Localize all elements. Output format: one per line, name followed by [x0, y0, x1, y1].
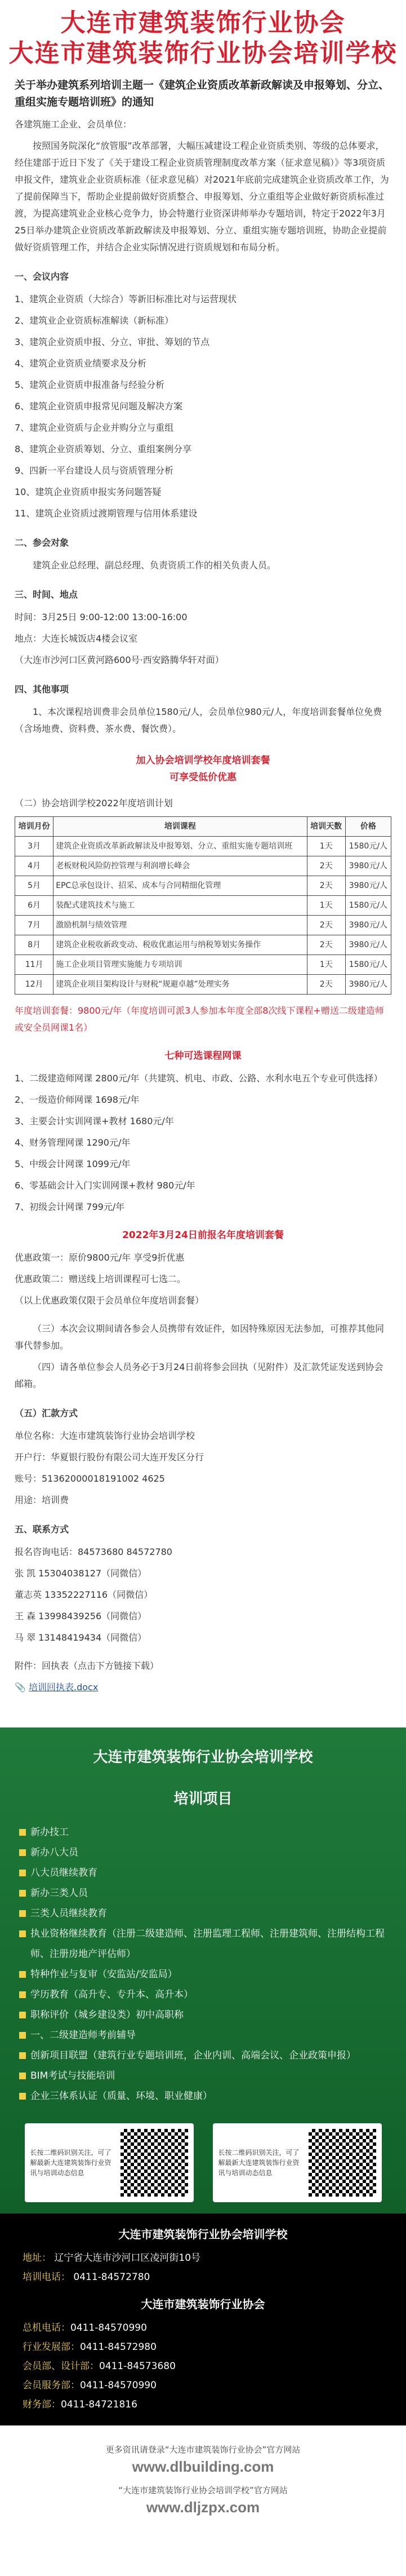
training-item-text: 新办技工 — [30, 1827, 69, 1838]
contact-row-label: 会员服务部： — [23, 2380, 80, 2391]
bullet-square-icon — [19, 1910, 26, 1917]
bank-name: 单位名称：大连市建筑装饰行业协会培训学校 — [15, 1430, 195, 1441]
early-item: 优惠政策二：赠送线上培训课程可七选二。 — [15, 1274, 186, 1284]
table-caption: （二）协会培训学校2022年度培训计划 — [15, 798, 173, 808]
training-item-text: 创新项目联盟（建筑行业专题培训班，企业内训、高端会议、企业政策申报） — [30, 2050, 356, 2061]
table-cell: 激励机制与绩效管理 — [53, 916, 307, 935]
header — [0, 0, 406, 72]
training-title2: 培训项目 — [173, 1790, 233, 1807]
address-row — [23, 2248, 383, 2268]
training-item — [19, 1985, 387, 2005]
section1-title: 一、会议内容 — [15, 271, 69, 282]
table-cell: 1580元/人 — [345, 896, 391, 916]
training-item — [19, 1903, 387, 1924]
training-title1: 大连市建筑装饰行业协会培训学校 — [93, 1748, 313, 1765]
table-cell: 施工企业项目管理实施能力专项培训 — [53, 955, 307, 975]
table-cell: 建筑企业资质改革新政解读及申报筹划、分立、重组实施专题培训班 — [53, 837, 307, 856]
attach-text: 附件：回执表（点击下方链接下载） — [15, 1660, 159, 1671]
title-line1: 大连市建筑装饰行业协会 — [60, 9, 346, 37]
section4-title: 四、其他事项 — [15, 684, 69, 695]
early-list — [15, 1249, 391, 1288]
training-item-text: 新办三类人员 — [30, 1888, 88, 1899]
bullet-square-icon — [19, 2052, 26, 2059]
section2-title: 二、参会对象 — [15, 537, 69, 548]
table-row — [15, 837, 391, 856]
contact-list — [15, 1544, 391, 1646]
bullet-square-icon — [19, 2073, 26, 2079]
contact-row-label: 行业发展部： — [23, 2341, 80, 2353]
training-item — [19, 1924, 387, 1964]
training-item — [19, 1822, 387, 1842]
training-item-text: 执业资格继续教育（注册二级建造师、注册监理工程师、注册建筑师、注册结构工程师、注册房地产评估师） — [30, 1928, 385, 1960]
topic-item: 8、建筑企业资质筹划、分立、重组案例分享 — [15, 444, 192, 454]
contact-row-label: 财务部： — [23, 2399, 61, 2410]
doc-icon: 📎 — [15, 1682, 26, 1693]
training-item — [19, 2005, 387, 2025]
topic-item: 5、建筑企业资质申报准备与经验分析 — [15, 379, 165, 390]
table-cell: 1天 — [307, 896, 345, 916]
address-label: 地址： — [23, 2252, 51, 2264]
table-header: 培训天数 — [307, 817, 345, 837]
table-cell: 12月 — [15, 975, 53, 995]
training-item — [19, 2086, 387, 2106]
notice-body — [0, 116, 406, 1696]
topic-item: 7、建筑企业资质与企业并购分立与重组 — [15, 422, 174, 433]
table-row — [15, 935, 391, 955]
bullet-square-icon — [19, 2093, 26, 2100]
section5-title: 五、联系方式 — [15, 1524, 69, 1535]
table-cell: 8月 — [15, 935, 53, 955]
topic-item: 3、建筑企业资质申报、分立、审批、筹划的节点 — [15, 337, 210, 347]
topic-item: 1、建筑企业资质（大综合）等新旧标准比对与运营现状 — [15, 294, 237, 304]
address-value: 辽宁省大连市沙河口区凌河街10号 — [54, 2252, 201, 2264]
online-course-item: 7、初级会计网课 799元/年 — [15, 1201, 125, 1212]
early-item: 优惠政策一：原价9800元/年 享受9折优惠 — [15, 1252, 185, 1263]
bullet-square-icon — [19, 1890, 26, 1897]
section3-title: 三、时间、地点 — [15, 589, 78, 600]
table-cell: 1580元/人 — [345, 955, 391, 975]
seven-title: 七种可选课程网课 — [164, 1050, 242, 1062]
training-item — [19, 2066, 387, 2086]
contact-row — [23, 2395, 383, 2414]
contact-item: 报名咨询电话：84573680 84572780 — [15, 1547, 172, 1557]
online-course-item: 5、中级会计网课 1099元/年 — [15, 1159, 131, 1169]
training-item-text: 新办八大员 — [30, 1847, 78, 1858]
table-cell: 11月 — [15, 955, 53, 975]
bullet-square-icon — [19, 1971, 26, 1978]
topic-item: 9、四新一平台建设人员与资质管理分析 — [15, 465, 174, 476]
training-item-text: 特种作业与复审（安监站/安监局） — [30, 1969, 177, 1980]
contact-rows — [23, 2318, 383, 2414]
table-cell: 1580元/人 — [345, 837, 391, 856]
bullet-square-icon — [19, 1991, 26, 1998]
qr-code-icon[interactable] — [121, 2129, 188, 2197]
table-cell: 5月 — [15, 876, 53, 896]
contact-row-label: 总机电话： — [23, 2322, 70, 2334]
online-course-item: 4、财务管理网课 1290元/年 — [15, 1137, 131, 1148]
table-cell: 3980元/人 — [345, 876, 391, 896]
online-course-item: 1、二级建造师网课 2800元/年（共建筑、机电、市政、公路、水利水电五个专业可供选择） — [15, 1073, 383, 1084]
footer-site2[interactable]: www.dljzpx.com — [146, 2499, 260, 2516]
greeting: 各建筑施工企业、会员单位： — [15, 119, 132, 130]
table-row — [15, 955, 391, 975]
table-cell: 2天 — [307, 975, 345, 995]
reg1: （三）本次会议期间请各参会人员携带有效证件，如因特殊原因无法参加，可推荐其他同事代替参加。 — [15, 1323, 385, 1351]
training-item — [19, 1863, 387, 1883]
package-title: 加入协会培训学校年度培训套餐 — [136, 755, 270, 766]
note-all: （以上优惠政策仅限于会员单位年度培训套餐） — [15, 1295, 204, 1306]
topic-list — [15, 291, 391, 522]
topic-item: 2、建筑业企业资质标准解读（新标准） — [15, 315, 174, 326]
table-cell: 4月 — [15, 856, 53, 876]
contact-row-value: 0411-84573680 — [99, 2361, 176, 2372]
package-sub: 可享受低价优惠 — [169, 772, 237, 783]
reg2: （四）请各单位参会人员务必于3月24日前将参会回执（见附件）及汇款凭证发送到协会邮箱。 — [15, 1362, 383, 1389]
online-course-item: 2、一级造价师网课 1698元/年 — [15, 1094, 140, 1105]
topic-item: 4、建筑企业资质业绩要求及分析 — [15, 358, 147, 369]
qr-box-left — [25, 2123, 194, 2202]
table-cell: 建筑企业项目架构设计与财税“规避卓越”处理实务 — [53, 975, 307, 995]
table-cell: 3980元/人 — [345, 916, 391, 935]
contact-row-value: 0411-84721816 — [61, 2399, 137, 2410]
qr-code-icon[interactable] — [309, 2129, 376, 2197]
table-cell: 建筑企业税收新政变动、税收优惠运用与纳税筹划实务操作 — [53, 935, 307, 955]
training-item-text: 学历教育（高升专、专升本、高升本） — [30, 1989, 193, 2000]
training-item-text: 三类人员继续教育 — [30, 1908, 107, 1919]
contact-row-value: 0411-84570990 — [70, 2322, 147, 2334]
training-item — [19, 1842, 387, 1863]
bank-open: 开户行：华夏银行股份有限公司大连开发区分行 — [15, 1452, 204, 1462]
table-cell: 装配式建筑技术与施工 — [53, 896, 307, 916]
notice-subtitle: 关于举办建筑系列培训主题一《建筑企业资质改革新政解读及申报筹划、分立、重组实施专题培训班》的通知 — [15, 79, 390, 108]
addr-text: （大连市沙河口区黄河路600号·西安路腾华轩对面） — [15, 655, 224, 665]
topic-item: 10、建筑企业资质申报实务问题答疑 — [15, 487, 162, 497]
phone-label: 培训电话： — [23, 2272, 70, 2283]
table-cell: 2天 — [307, 935, 345, 955]
online-course-item: 6、零基础会计入门实训网课+教材 980元/年 — [15, 1180, 195, 1191]
footer — [0, 2425, 406, 2540]
contact-item: 张 凯 15304038127（同微信） — [15, 1568, 147, 1579]
table-row — [15, 856, 391, 876]
contact-row — [23, 2376, 383, 2395]
contact-row — [23, 2338, 383, 2357]
footer-site1[interactable]: www.dlbuilding.com — [132, 2458, 274, 2475]
table-cell: EPC总承包设计、招采、成本与合同精细化管理 — [53, 876, 307, 896]
contact-row-value: 0411-84570990 — [80, 2380, 157, 2391]
table-cell: 7月 — [15, 916, 53, 935]
table-row — [15, 975, 391, 995]
qr-caption-right: 长按二维码识别关注，可了解最新大连建筑装饰行业资讯与培训动态信息 — [218, 2149, 300, 2177]
bank-acct: 账号：51362000018191002 4625 — [15, 1473, 165, 1484]
contact-item: 王 森 13998439256（同微信） — [15, 1611, 147, 1621]
table-cell: 1天 — [307, 837, 345, 856]
fee-text: 1、本次课程培训费非会员单位1580元/人，会员单位980元/人，年度培训套餐单位免费（含场地费、资料费、茶水费、餐饮费）。 — [15, 706, 382, 734]
plan-table — [15, 816, 391, 995]
table-cell: 1天 — [307, 955, 345, 975]
table-row — [15, 876, 391, 896]
topic-item: 11、建筑企业资质过渡期管理与信用体系建设 — [15, 508, 198, 519]
qr-box-right — [213, 2123, 382, 2202]
footer-line2: “大连市建筑装饰行业协会培训学校”官方网站 — [118, 2485, 288, 2495]
training-items — [0, 1811, 406, 2112]
title-line2: 大连市建筑装饰行业协会培训学校 — [8, 39, 398, 67]
section-remit: （五）汇款方式 — [15, 1408, 78, 1419]
table-cell: 6月 — [15, 896, 53, 916]
bullet-square-icon — [19, 1870, 26, 1876]
bullet-square-icon — [19, 1829, 26, 1836]
contact-row — [23, 2318, 383, 2338]
phone-value: 0411-84572780 — [73, 2272, 150, 2283]
training-panel — [0, 1727, 406, 2213]
training-item-text: 职称评价（城乡建设类）初中高职称 — [30, 2009, 184, 2021]
section2-text: 建筑企业总经理、副总经理、负责资质工作的相关负责人员。 — [33, 560, 276, 571]
training-item-text: BIM考试与技能培训 — [30, 2070, 115, 2082]
table-cell: 老板财税风险防控管理与利润增长峰会 — [53, 856, 307, 876]
bank-note: 用途：培训费 — [15, 1495, 69, 1505]
contact-panel — [0, 2213, 406, 2425]
contact-item: 董志英 13352227116（同微信） — [15, 1589, 153, 1600]
qr-row — [0, 2112, 406, 2213]
contact-sub-title: 大连市建筑装饰行业协会 — [141, 2297, 265, 2311]
table-cell: 3980元/人 — [345, 856, 391, 876]
bullet-square-icon — [19, 1930, 26, 1937]
contact-row-value: 0411-84572980 — [80, 2341, 157, 2353]
topic-item: 6、建筑企业资质申报常见问题及解决方案 — [15, 401, 183, 412]
phone-row — [23, 2268, 383, 2287]
table-header: 培训月份 — [15, 817, 53, 837]
annual-fee: 年度培训套餐：9800元/年（年度培训可派3人参加本年度全部8次线下课程+赠送二级建造师或安全员网课1名） — [15, 1005, 384, 1033]
contact-title: 大连市建筑装饰行业协会培训学校 — [118, 2228, 288, 2241]
table-row — [15, 916, 391, 935]
early-title: 2022年3月24日前报名年度培训套餐 — [122, 1230, 284, 1241]
table-row — [15, 896, 391, 916]
attach-link[interactable]: 培训回执表.docx — [29, 1682, 99, 1693]
table-cell: 2天 — [307, 856, 345, 876]
online-course-item: 3、主要会计实训网课+教材 1680元/年 — [15, 1116, 174, 1126]
training-item — [19, 1883, 387, 1903]
online-course-list — [15, 1070, 391, 1216]
bullet-square-icon — [19, 1849, 26, 1856]
contact-row — [23, 2357, 383, 2376]
training-item — [19, 2025, 387, 2045]
training-item-text: 企业三体系认证（质量、环境、职业健康） — [30, 2091, 212, 2102]
intro-paragraph: 按照国务院深化“放管服”改革部署，大幅压减建设工程企业资质类别、等级的总体要求，经住建部于近日下发了《关于建设工程企业资质管理制度改革方案（征求意见稿）》等3项资质申报文件，建筑业企业资质标准（征求意见稿）对2021年底前完成建筑企业资质改革工作，为了提前保障当下，帮助企业提前做好资质整合、申报筹划、分立重组等企业做好新资质标准过渡，为提高建筑业企业核心竞争力，协会特邀行业资深讲师举办专题培训，特定于2022年3月25日举办建筑企业资质改革新政解读及申报筹划、分立、重组实施专题培训班，协助企业提前做好资质管理工作，并结合企业实际情况进行资质规划和布局分析。 — [15, 140, 389, 253]
training-item-text: 八大员继续教育 — [30, 1867, 97, 1879]
contact-item: 马 翠 13148419434（同微信） — [15, 1632, 147, 1643]
contact-row-label: 会员部、设计部： — [23, 2361, 99, 2372]
bullet-square-icon — [19, 2032, 26, 2039]
table-header: 培训课程 — [53, 817, 307, 837]
footer-line1: 更多资讯请登录“大连市建筑装饰行业协会”官方网站 — [105, 2445, 301, 2455]
qr-caption-left: 长按二维码识别关注，可了解最新大连建筑装饰行业资讯与培训动态信息 — [30, 2149, 111, 2177]
place-text: 地点：大连长城饭店4楼会议室 — [15, 633, 138, 644]
table-cell: 3980元/人 — [345, 975, 391, 995]
training-item — [19, 2045, 387, 2066]
training-item — [19, 1964, 387, 1985]
table-cell: 2天 — [307, 916, 345, 935]
bullet-square-icon — [19, 2012, 26, 2018]
table-cell: 3980元/人 — [345, 935, 391, 955]
training-item-text: 一、二级建造师考前辅导 — [30, 2030, 136, 2041]
time-text: 时间：3月25日 9:00-12:00 13:00-16:00 — [15, 612, 188, 622]
table-cell: 2天 — [307, 876, 345, 896]
table-cell: 3月 — [15, 837, 53, 856]
table-header: 价格 — [345, 817, 391, 837]
attach-item[interactable] — [15, 1679, 391, 1696]
